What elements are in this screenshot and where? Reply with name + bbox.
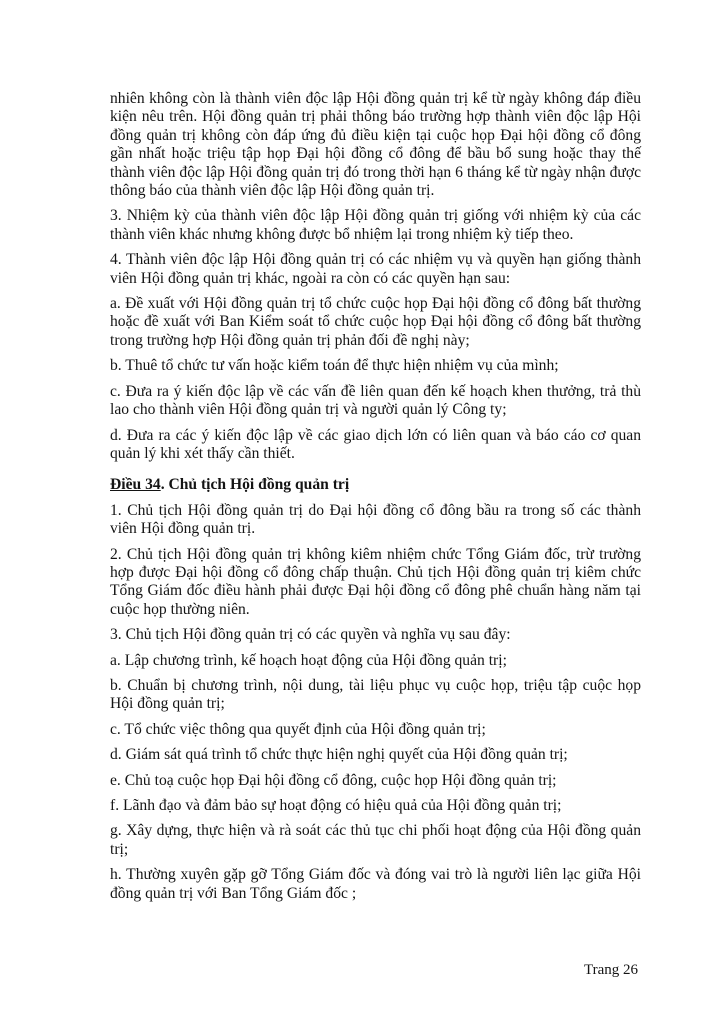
article-number: Điều 34 bbox=[110, 476, 161, 494]
paragraph-art34-item-a: a. Lập chương trình, kế hoạch hoạt động của Hội đồng quản trị; bbox=[110, 651, 507, 669]
paragraph-item-a: a. Đề xuất với Hội đồng quản trị tổ chức cuộc họp Đại hội đồng cổ đông bất thường hoặc đề xuất với Ban Kiểm soát tổ chức cuộc họp Đại hội đồng cổ đông bất thường trong trường hợp Hội đồng quản trị phản đối đề nghị này; bbox=[110, 295, 641, 349]
paragraph-art34-clause-2: 2. Chủ tịch Hội đồng quản trị không kiêm nhiệm chức Tổng Giám đốc, trừ trường hợp được Đại hội đồng cổ đông chấp thuận. Chủ tịch Hội đồng quản trị kiêm chức Tổng Giám đốc điều hành phải được Đại hội đồng cổ đông phê chuẩn hàng năm tại cuộc họp thường niên. bbox=[110, 545, 641, 618]
paragraph-art34-item-b: b. Chuẩn bị chương trình, nội dung, tài liệu phục vụ cuộc họp, triệu tập cuộc họp Hội đồng quản trị; bbox=[110, 676, 641, 713]
article-title: . Chủ tịch Hội đồng quản trị bbox=[160, 476, 350, 494]
paragraph-art34-clause-3: 3. Chủ tịch Hội đồng quản trị có các quyền và nghĩa vụ sau đây: bbox=[110, 626, 511, 644]
paragraph-item-b: b. Thuê tổ chức tư vấn hoặc kiểm toán để thực hiện nhiệm vụ của mình; bbox=[110, 357, 559, 375]
page-number: Trang 26 bbox=[584, 962, 639, 978]
paragraph-art34-item-g: g. Xây dựng, thực hiện và rà soát các thủ tục chi phối hoạt động của Hội đồng quản trị; bbox=[110, 822, 641, 858]
paragraph-art34-item-c: c. Tổ chức việc thông qua quyết định của Hội đồng quản trị; bbox=[110, 720, 486, 738]
paragraph-clause-4: 4. Thành viên độc lập Hội đồng quản trị có các nhiệm vụ và quyền hạn giống thành viên Hội đồng quản trị khác, ngoài ra còn có các quyền hạn sau: bbox=[110, 251, 641, 287]
paragraph-art34-item-h: h. Thường xuyên gặp gỡ Tổng Giám đốc và đóng vai trò là người liên lạc giữa Hội đồng quản trị với Ban Tổng Giám đốc ; bbox=[110, 866, 641, 902]
paragraph-art34-item-f: f. Lãnh đạo và đảm bảo sự hoạt động có hiệu quả của Hội đồng quản trị; bbox=[110, 797, 562, 814]
paragraph-art34-clause-1: 1. Chủ tịch Hội đồng quản trị do Đại hội đồng cổ đông bầu ra trong số các thành viên Hội đồng quản trị. bbox=[110, 501, 641, 538]
paragraph-clause-3: 3. Nhiệm kỳ của thành viên độc lập Hội đồng quản trị giống với nhiệm kỳ của các thành viên khác nhưng không được bổ nhiệm lại trong nhiệm kỳ tiếp theo. bbox=[110, 207, 641, 243]
paragraph-item-d: d. Đưa ra các ý kiến độc lập về các giao dịch lớn có liên quan và báo cáo cơ quan quản lý khi xét thấy cần thiết. bbox=[110, 426, 641, 462]
paragraph-item-c: c. Đưa ra ý kiến độc lập về các vấn đề liên quan đến kế hoạch khen thưởng, trả thù lao cho thành viên Hội đồng quản trị và người quản lý Công ty; bbox=[110, 382, 641, 419]
paragraph-art34-item-e: e. Chủ toạ cuộc họp Đại hội đồng cổ đông, cuộc họp Hội đồng quản trị; bbox=[110, 771, 557, 789]
paragraph-continuation: nhiên không còn là thành viên độc lập Hội đồng quản trị kể từ ngày không đáp điều kiện nêu trên. Hội đồng quản trị phải thông báo trường hợp thành viên độc lập Hội đồng quản trị không còn đáp ứng đủ điều kiện tại cuộc họp Đại hội đồng cổ đông gần nhất hoặc triệu tập họp Đại hội đồng cổ đông để bầu bổ sung hoặc thay thế thành viên độc lập Hội đồng quản trị đó trong thời hạn 6 tháng kể từ ngày nhận được thông báo của thành viên độc lập Hội đồng quản trị. bbox=[110, 90, 641, 200]
document-page bbox=[110, 90, 641, 910]
paragraph-art34-item-d: d. Giám sát quá trình tổ chức thực hiện nghị quyết của Hội đồng quản trị; bbox=[110, 746, 568, 764]
article-heading bbox=[110, 476, 641, 494]
